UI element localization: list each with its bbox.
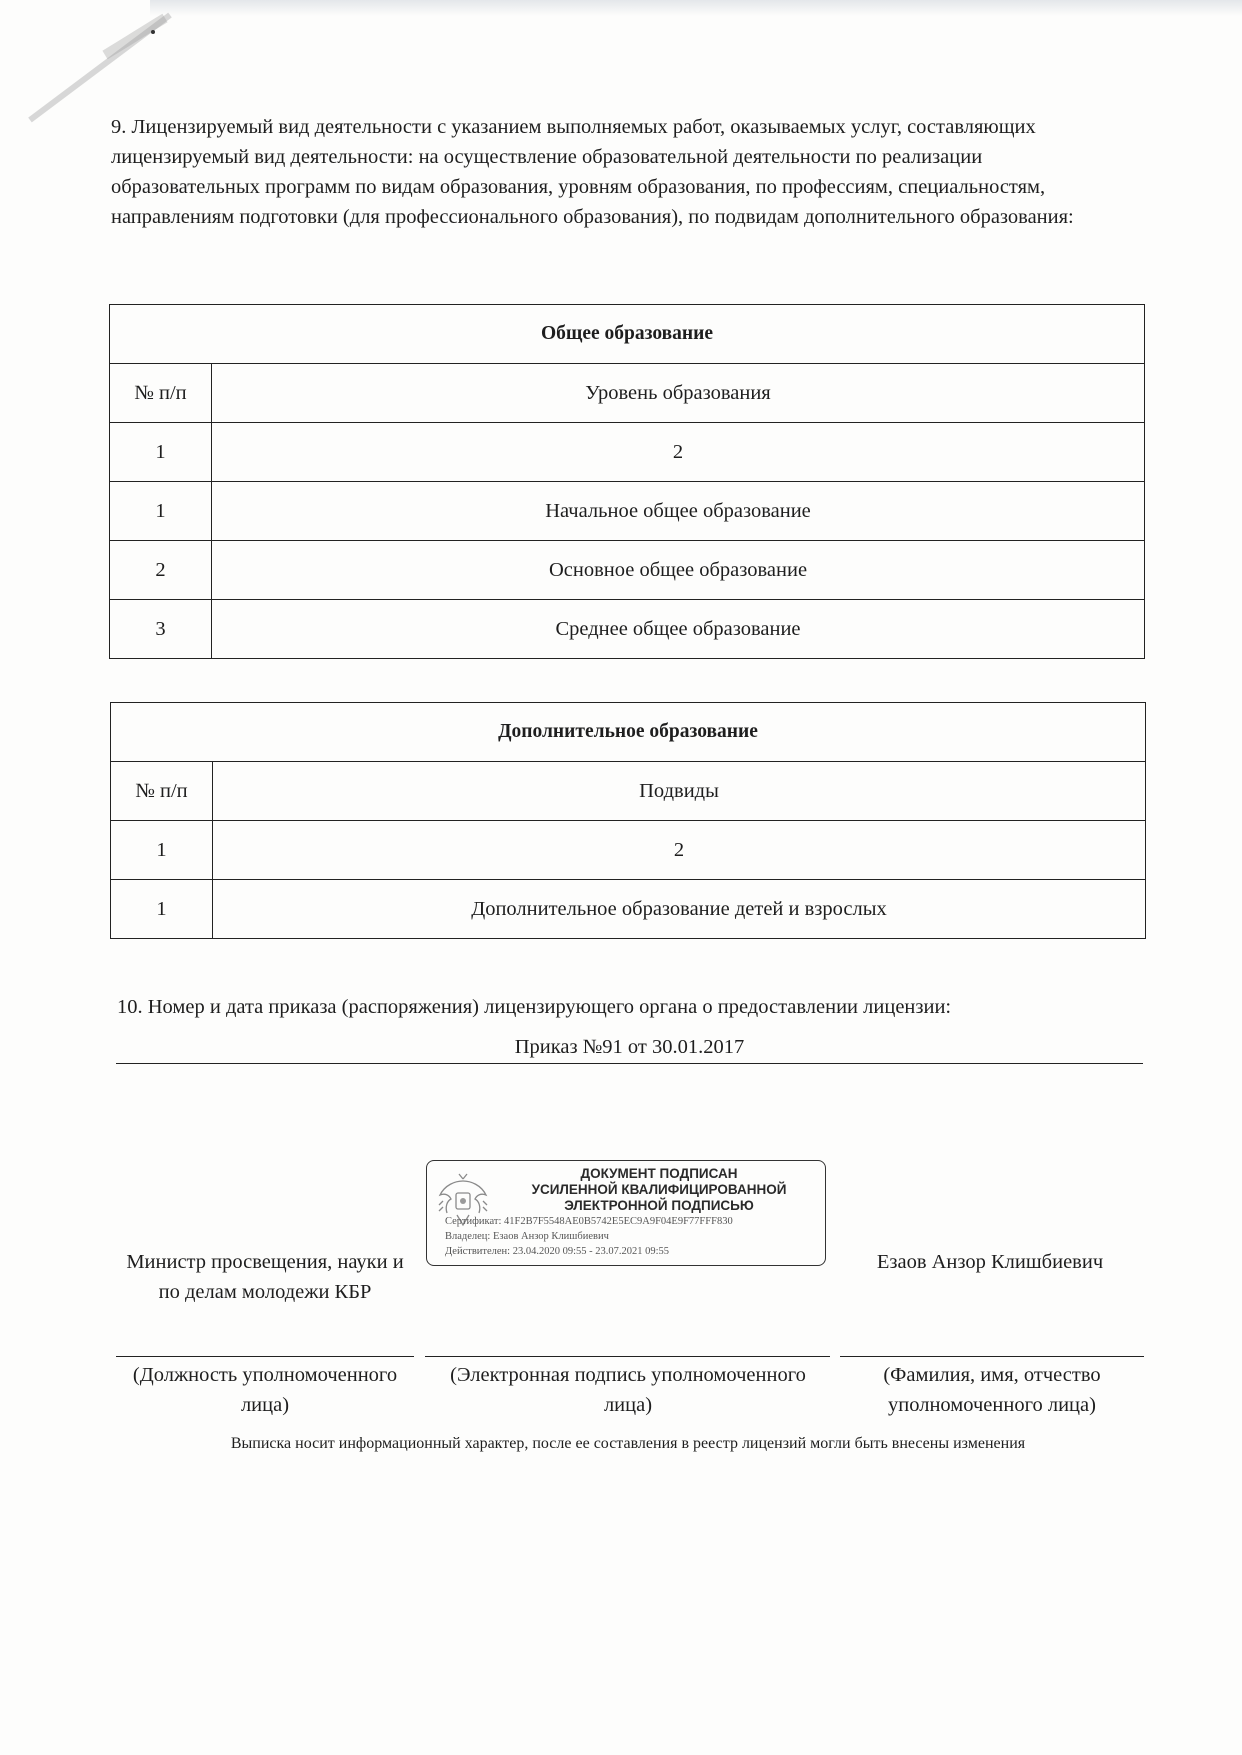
stamp-line: УСИЛЕННОЙ КВАЛИФИЦИРОВАННОЙ [531, 1182, 787, 1197]
section-9-text: 9. Лицензируемый вид деятельности с указанием выполняемых работ, оказываемых услуг, составляющих лицензируемый вид деятельности: на осуществление образовательной деятельности по реализации образовательных программ по видам образования, уровням образования, по профессиям, специальностям, направлениям подготовки (для профессионального образования), по подвидам дополнительного образования: [111, 116, 1074, 228]
row-value: Начальное общее образование [212, 482, 1145, 541]
general-education-table [109, 304, 1145, 659]
stamp-line: ЭЛЕКТРОННОЙ ПОДПИСЬЮ [564, 1198, 754, 1213]
additional-education-table [110, 702, 1146, 939]
stamp-owner: Владелец: Езаов Анзор Клишбиевич [445, 1231, 609, 1242]
table-index-row [110, 423, 1145, 482]
index-cell: 2 [212, 423, 1145, 482]
column-header-subtype: Подвиды [213, 762, 1146, 821]
caption-signature: (Электронная подпись уполномоченного лица) [450, 1364, 806, 1416]
signature-underline [425, 1356, 830, 1357]
table-index-row [111, 821, 1146, 880]
caption-position: (Должность уполномоченного лица) [132, 1364, 398, 1416]
row-number: 2 [110, 541, 212, 600]
signatory-position: Министр просвещения, науки и по делам молодежи КБР [126, 1251, 404, 1303]
table-header-row [111, 762, 1146, 821]
table-row [110, 541, 1145, 600]
row-value: Дополнительное образование детей и взрослых [213, 880, 1146, 939]
order-number: Приказ №91 от 30.01.2017 [116, 1033, 1143, 1064]
index-cell: 1 [110, 423, 212, 482]
table-title: Общее образование [110, 305, 1145, 364]
signature-underline [116, 1356, 414, 1357]
index-cell: 2 [213, 821, 1146, 880]
table-title: Дополнительное образование [111, 703, 1146, 762]
signature-underline [840, 1356, 1144, 1357]
footer-disclaimer: Выписка носит информационный характер, после ее составления в реестр лицензий могли быть внесены изменения [230, 1435, 1026, 1452]
scan-streak [150, 0, 1242, 16]
table-row [110, 600, 1145, 659]
row-number: 1 [110, 482, 212, 541]
index-cell: 1 [111, 821, 213, 880]
row-number: 1 [111, 880, 213, 939]
table-title-row [111, 703, 1146, 762]
table-header-row [110, 364, 1145, 423]
table-title-row [110, 305, 1145, 364]
stamp-validity: Действителен: 23.04.2020 09:55 - 23.07.2021 09:55 [445, 1246, 670, 1257]
section-10-text: 10. Номер и дата приказа (распоряжения) лицензирующего органа о предоставлении лицензии: [117, 996, 952, 1018]
table-row [110, 482, 1145, 541]
row-value: Основное общее образование [212, 541, 1145, 600]
column-header-number: № п/п [110, 364, 212, 423]
row-number: 3 [110, 600, 212, 659]
column-header-number: № п/п [111, 762, 213, 821]
stamp-line: ДОКУМЕНТ ПОДПИСАН [580, 1166, 738, 1181]
row-value: Среднее общее образование [212, 600, 1145, 659]
stamp-certificate: Сертификат: 41F2B7F5548AE0B5742E5EC9A9F04E9F77FFF830 [445, 1216, 733, 1227]
caption-name: (Фамилия, имя, отчество уполномоченного лица) [883, 1364, 1101, 1416]
electronic-signature-stamp [426, 1160, 826, 1266]
stamp-heading [497, 1166, 821, 1214]
table-row [111, 880, 1146, 939]
signatory-name: Езаов Анзор Клишбиевич [876, 1251, 1104, 1273]
column-header-level: Уровень образования [212, 364, 1145, 423]
